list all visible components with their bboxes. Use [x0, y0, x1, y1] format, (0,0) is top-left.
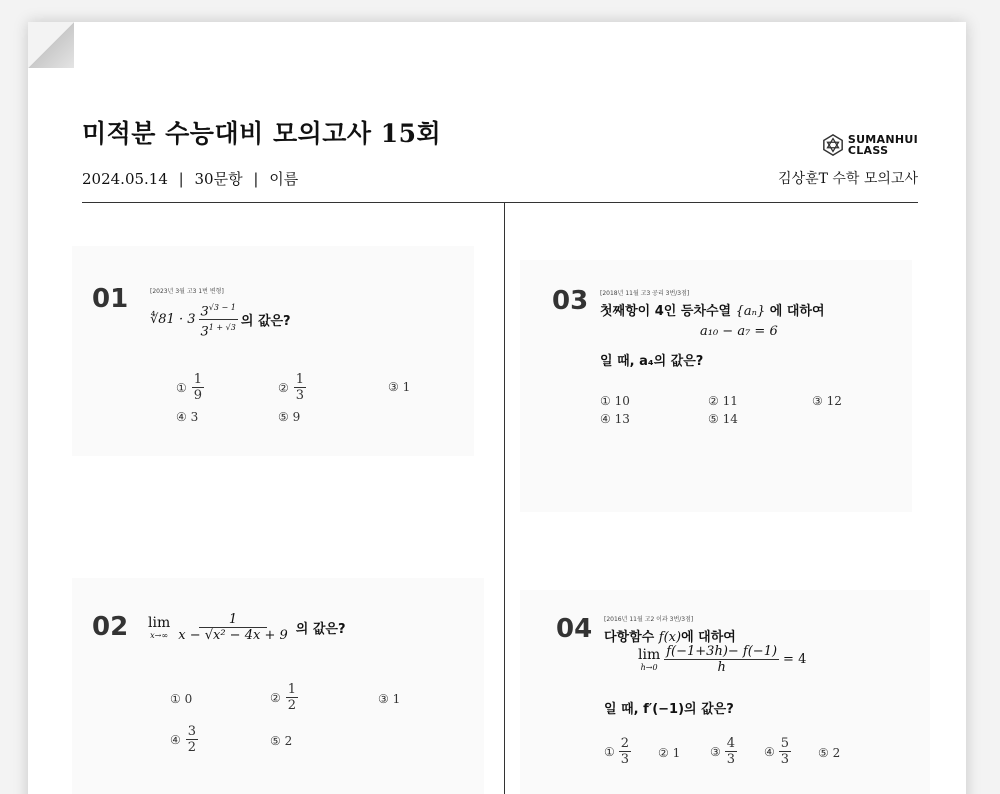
expr: ∜81 · 3: [150, 312, 196, 328]
suffix: 의 값은?: [295, 622, 346, 637]
option-1[interactable]: ① $\frac{1}{9}$: [176, 372, 203, 403]
fraction: $\frac{f(-1+3h)- f(-1)}{h}$: [666, 644, 778, 675]
option-3[interactable]: ③ $\frac{4}{3}$: [710, 736, 736, 767]
question-source: [2016년 11월 고2 이과 3번/3점]: [604, 616, 694, 623]
equation: a₁₀ − a₇ = 6: [700, 324, 778, 339]
brand-name: SUMANHUI: [847, 133, 918, 146]
question-number: 03: [552, 286, 589, 316]
question-number: 01: [92, 284, 129, 314]
exam-title: 미적분 수능대비 모의고사 15회: [82, 119, 442, 148]
question-number: 02: [92, 612, 129, 642]
question-04: [520, 590, 930, 794]
option-4[interactable]: ④ $\frac{5}{3}$: [764, 736, 790, 767]
fraction: $\frac{1}{\text{x − √x² − 4x + 9}}$: [178, 612, 288, 643]
base: 3: [200, 304, 209, 320]
option-4[interactable]: ④ 3: [176, 410, 199, 424]
sequence: {aₙ}: [735, 304, 766, 319]
divider: |: [253, 170, 259, 188]
question-stem: 다항함수 f(x)에 대하여: [604, 630, 736, 645]
limit: lim h→0: [638, 647, 661, 672]
column-divider: [504, 202, 505, 794]
option-4[interactable]: ④ $\frac{3}{2}$: [170, 724, 197, 755]
brand-sub: CLASS: [847, 144, 889, 157]
limit: lim x→∞: [148, 615, 171, 640]
suffix: 의 값은?: [240, 314, 291, 330]
option-3[interactable]: ③ 1: [378, 692, 401, 706]
question-stem: 첫째항이 4인 등차수열 {aₙ} 에 대하여: [600, 304, 825, 319]
question-ask: 일 때, f′(−1)의 값은?: [604, 702, 734, 717]
question-ask: 일 때, a₄의 값은?: [600, 354, 704, 369]
base: 3: [200, 324, 209, 340]
question-count: 30문항: [194, 170, 243, 188]
option-2[interactable]: ② 11: [708, 394, 738, 408]
header-rule: [82, 202, 918, 203]
exam-date: 2024.05.14: [82, 170, 168, 188]
name-label: 이름: [269, 170, 299, 188]
series-label: 김상훈T 수학 모의고사: [778, 171, 918, 187]
question-01: [72, 246, 474, 456]
brand-logo: [822, 134, 918, 156]
question-source: [2023년 3월 고3 1번 변형]: [150, 288, 224, 295]
exam-info: [82, 168, 304, 189]
option-4[interactable]: ④ 13: [600, 412, 630, 426]
question-03: [520, 260, 912, 512]
star-logo-icon: [822, 134, 844, 156]
option-3[interactable]: ③ 1: [388, 380, 411, 394]
option-2[interactable]: ② $\frac{1}{2}$: [270, 682, 297, 713]
divider: |: [178, 170, 184, 188]
option-2[interactable]: ② 1: [658, 746, 681, 760]
exponent: √3 − 1: [208, 303, 236, 312]
function: f(x): [658, 630, 682, 645]
fraction: [199, 300, 238, 340]
option-5[interactable]: ⑤ 14: [708, 412, 738, 426]
question-02: [72, 578, 484, 794]
question-source: [2018년 11월 고3 공리 3번/3점]: [600, 290, 690, 297]
page-fold: [28, 22, 74, 68]
exponent: 1 + √3: [208, 323, 236, 333]
option-1[interactable]: ① $\frac{2}{3}$: [604, 736, 630, 767]
option-5[interactable]: ⑤ 2: [270, 734, 293, 748]
option-1[interactable]: ① 10: [600, 394, 630, 408]
question-stem: [148, 612, 346, 643]
option-3[interactable]: ③ 12: [812, 394, 842, 408]
question-number: 04: [556, 614, 593, 644]
limit-equation: lim h→0 $\frac{f(-1+3h)- f(-1)}{h}$ = 4: [638, 644, 807, 675]
option-5[interactable]: ⑤ 2: [818, 746, 841, 760]
worksheet: [28, 22, 966, 794]
option-1[interactable]: ① 0: [170, 692, 193, 706]
brand-text: [848, 134, 918, 156]
question-stem: [150, 300, 291, 340]
option-2[interactable]: ② $\frac{1}{3}$: [278, 372, 305, 403]
option-5[interactable]: ⑤ 9: [278, 410, 301, 424]
